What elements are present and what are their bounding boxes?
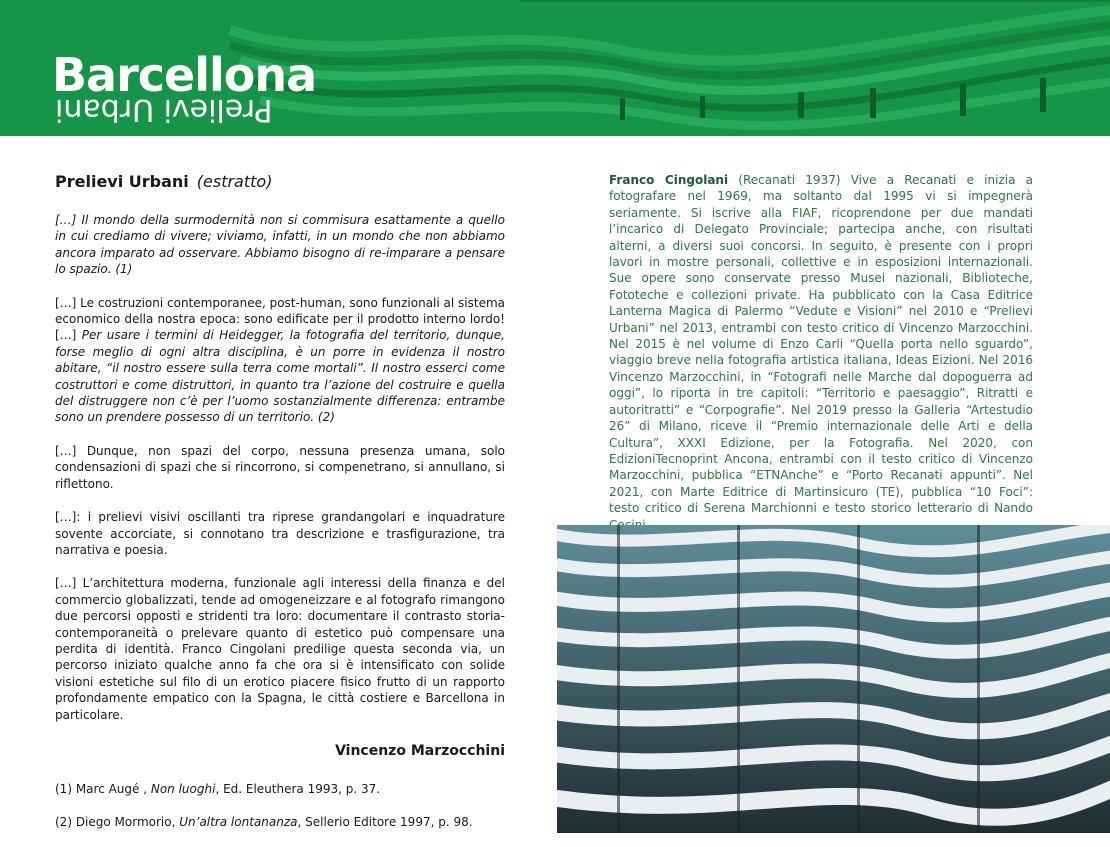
- article-paragraph-5: […] L’architettura moderna, funzionale agli interessi della finanza e del commercio globalizzati, tende ad omogeneizzare e al fotografo rimangono due percorsi opposti e stridenti tra loro: documentare il contrasto storia-contemporaneità o prelevare quanto di estetico può compensare una perdita di identità. Franco Cingolani predilige questa seconda via, un percorso iniziato qualche anno fa che ora si è intensificato con solide visioni estetiche sul filo di un erotico piacere fisico frutto di un rapporto profondamente empatico con la Spagna, le città costiere e Barcellona in particolare.: [55, 576, 505, 722]
- footnote-2-post: , Sellerio Editore 1997, p. 98.: [297, 815, 473, 830]
- article-paragraph-2: [55, 295, 505, 426]
- bio-column: [609, 172, 1033, 533]
- article-heading-title: Prelievi Urbani: [55, 172, 189, 191]
- footnote-1-title: Non luoghi: [150, 782, 216, 797]
- footnote-1: [55, 781, 505, 797]
- article-paragraph-3: […] Dunque, non spazi del corpo, nessuna presenza umana, solo condensazioni di spazi che si rincorrono, si compenetrano, si annullano, si riflettono.: [55, 443, 505, 491]
- article-author: Vincenzo Marzocchini: [335, 742, 505, 759]
- article-heading: [55, 172, 505, 192]
- article-paragraph-2-italic: Per usare i termini di Heidegger, la fotografia del territorio, dunque, forse meglio di ogni altra disciplina, è un porre in evidenza il nostro abitare, “il nostro essere sulla terra come mortali”. Il nostro esserci come costruttori e come distruttori, in quanto tra l’azione del costruire e quella del distruggere non c’è per l’uomo sostanzialmente differenza: entrambe sono un prendere possesso di un territorio. (2): [55, 328, 505, 425]
- page-title: Barcellona: [52, 48, 317, 102]
- footnote-2-title: Un’altra lontananza: [179, 815, 298, 830]
- article-column: [55, 172, 505, 847]
- footnote-2: [55, 814, 505, 830]
- footnote-2-pre: (2) Diego Mormorio,: [55, 815, 180, 830]
- bio-text: (Recanati 1937) Vive a Recanati e inizia a fotografare nel 1969, ma soltanto dal 1995 vi si impegnerà seriamente. Si iscrive alla FIAF, ricoprendone per due mandati l’incarico di Delegato Provinciale; partecipa anche, con risultati alterni, a diversi suoi concorsi. In seguito, è presente con i propri lavori in mostre personali, collettive e in esposizioni internazionali. Sue opere sono conservate presso Musei nazionali, Biblioteche, Fototeche e collezioni private. Ha pubblicato con la Casa Editrice Lanterna Magica di Palermo “Vedute e Visioni” nel 2010 e “Prelievi Urbani” nel 2013, entrambi con testo critico di Vincenzo Marzocchini. Nel 2015 è nel volume di Enzo Carli “Quella porta nello sguardo”, viaggio breve nella fotografia artistica italiana, Ideas Eizioni. Nel 2016 Vincenzo Marzocchini, in “Fotografi nelle Marche dal dopoguerra ad oggi”, lo riporta in tre capitoli: “Territorio e paesaggio”, Ritratti e autoritratti” e “Corpografie”. Nel 2019 presso la Galleria “Artestudio 26” di Milano, riceve il “Premio internazionale delle Arti e della Cultura”, XXXI Edizione, per la Fotografia. Nel 2020, con EdizioniTecnoprint Ancona, entrambi con il testo critico di Vincenzo Marzocchini, pubblica “ETNAnche” e “Porto Recanati appunti”. Nel 2021, con Marte Editrice di Martinsicuro (TE), pubblica “10 Foci”: testo critico di Serena Marchionni e testo storico letterario di Nando: [609, 173, 1033, 516]
- footnote-1-pre: (1) Marc Augé ,: [55, 782, 151, 797]
- building-facade-photo: [557, 525, 1110, 833]
- header-banner: [0, 0, 1110, 136]
- article-heading-sub: (estratto): [196, 172, 273, 191]
- footnote-1-post: , Ed. Eleuthera 1993, p. 37.: [215, 782, 381, 797]
- bio-name: Franco Cingolani: [609, 173, 729, 187]
- article-paragraph-2-regular: […] Le costruzioni contemporanee, post-human, sono funzionali al sistema economico della nostra epoca: sono edificate per il prodotto interno lordo! […]: [55, 295, 505, 343]
- facade-image: [557, 525, 1110, 833]
- article-paragraph-4: […]: i prelievi visivi oscillanti tra riprese grandangolari e inquadrature sovente accorciate, si connotano tra descrizione e trasfigurazione, tra narrativa e poesia.: [55, 510, 505, 557]
- article-paragraph-1: […] Il mondo della surmodernità non si commisura esattamente a quello in cui crediamo di vivere; viviamo, infatti, in un mondo che non abbiamo ancora imparato ad osservare. Abbiamo bisogno di re-imparare a pensare lo spazio. (1): [55, 213, 505, 277]
- page-subtitle-mirrored: Prelievi Urbani: [55, 92, 273, 127]
